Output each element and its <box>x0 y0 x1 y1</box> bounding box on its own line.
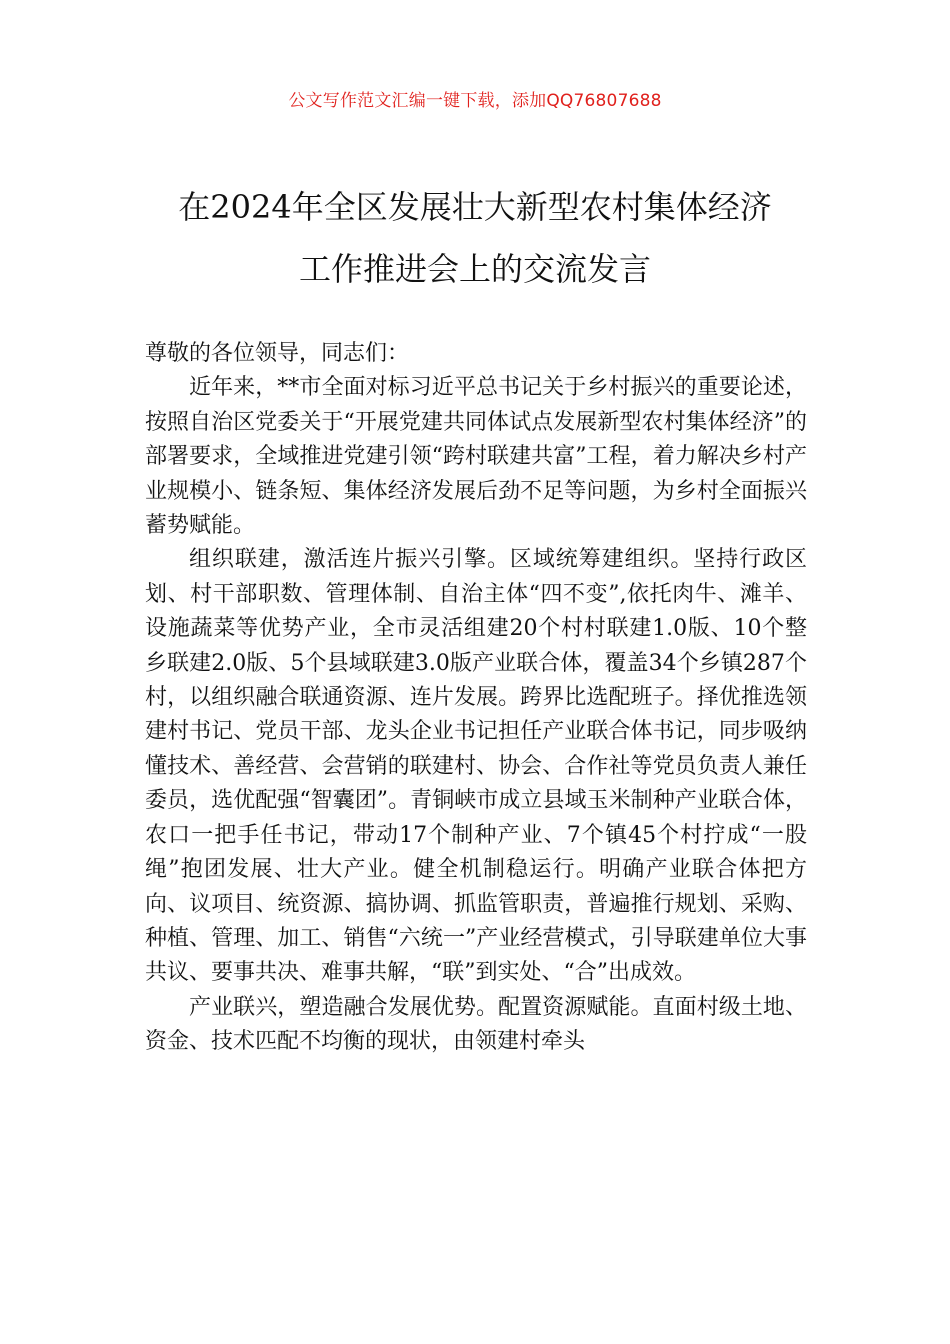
document-title <box>0 176 950 300</box>
header-download-note: 公文写作范文汇编一键下载，添加QQ76807688 <box>288 91 662 111</box>
body-paragraph-industry: 产业联兴，塑造融合发展优势。配置资源赋能。直面村级土地、资金、技术匹配不均衡的现状，由领建村牵头 <box>145 994 807 1055</box>
salutation: 尊敬的各位领导，同志们： <box>145 341 410 366</box>
document-title-line-1: 在2024年全区发展壮大新型农村集体经济 <box>178 188 772 226</box>
document-title-line-2: 工作推进会上的交流发言 <box>298 250 651 288</box>
body-paragraph-intro: 近年来，**市全面对标习近平总书记关于乡村振兴的重要论述，按照自治区党委关于“开展党建共同体试点发展新型农村集体经济”的部署要求，全域推进党建引领“跨村联建共富”工程，着力解决乡村产业规模小、链条短、集体经济发展后劲不足等问题，为乡村全面振兴蓄势赋能。 <box>145 375 807 539</box>
document-body <box>145 337 807 1060</box>
body-paragraph-organization: 组织联建，激活连片振兴引擎。区域统筹建组织。坚持行政区划、村干部职数、管理体制、自治主体“四不变”,依托肉牛、滩羊、设施蔬菜等优势产业，全市灵活组建20个村村联建1.0版、10个整乡联建2.0版、5个县域联建3.0版产业联合体，覆盖34个乡镇287个村，以组织融合联通资源、连片发展。跨界比选配班子。择优推选领建村书记、党员干部、龙头企业书记担任产业联合体书记，同步吸纳懂技术、善经营、会营销的联建村、协会、合作社等党员负责人兼任委员，选优配强“智囊团”。青铜峡市成立县域玉米制种产业联合体，农口一把手任书记，带动17个制种产业、7个镇45个村拧成“一股绳”抱团发展、壮大产业。健全机制稳运行。明确产业联合体把方向、议项目、统资源、搞协调、抓监管职责，普遍推行规划、采购、种植、管理、加工、销售“六统一”产业经营模式，引导联建单位大事共议、要事共决、难事共解，“联”到实处、“合”出成效。 <box>145 547 807 986</box>
